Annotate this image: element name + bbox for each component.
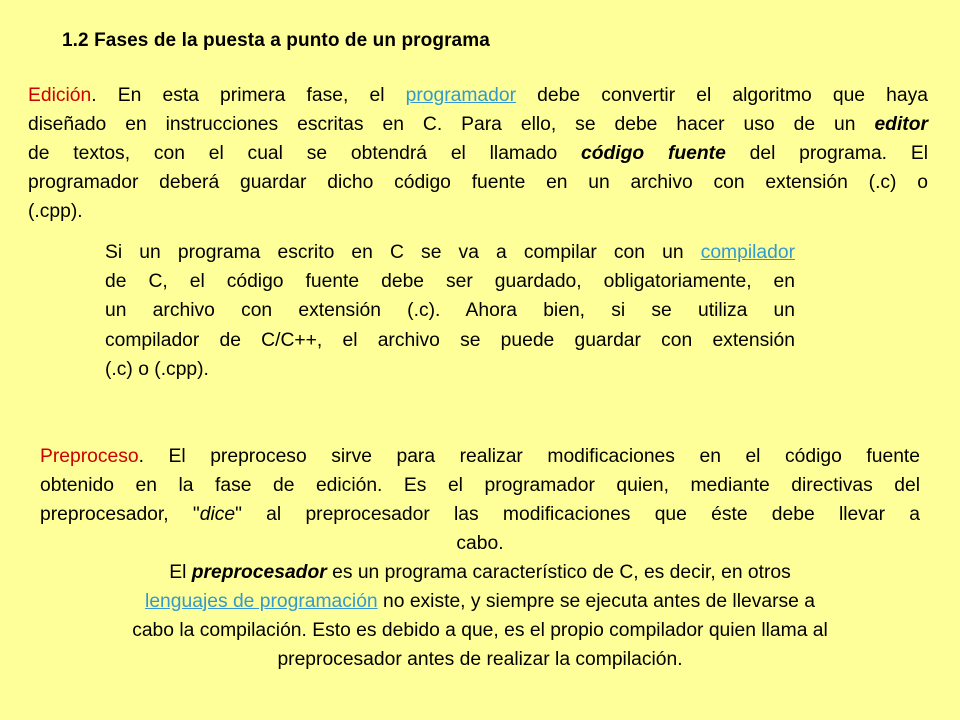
preproceso-line-6 [40, 587, 920, 616]
term-codigo-fuente: código fuente [580, 143, 726, 164]
term-edicion: Edición [28, 85, 92, 106]
link-compilador[interactable]: compilador [700, 242, 795, 263]
preproceso-line-5 [40, 558, 920, 587]
compilador-line-1 [105, 238, 795, 267]
preproceso-text: . El preproceso sirve para realizar modificaciones en el código fuente [138, 446, 920, 467]
edicion-text: . En esta primera fase, el [91, 85, 406, 106]
link-programador[interactable]: programador [405, 85, 517, 106]
compilador-line-2: de C, el código fuente debe ser guardado, obligatoriamente, en [105, 271, 795, 293]
edicion-line-3 [28, 139, 928, 168]
edicion-line-5: (.cpp). [28, 201, 83, 222]
preproceso-text: El [169, 562, 192, 583]
edicion-line-4: programador deberá guardar dicho código fuente en un archivo con extensión (.c) o [28, 172, 928, 193]
term-preproceso: Preproceso [40, 446, 139, 467]
edicion-text: diseñado en instrucciones escritas en C. Para ello, se debe hacer uso de un [28, 114, 875, 135]
preproceso-text: es un programa característico de C, es decir, en otros [326, 562, 791, 583]
edicion-line-1 [28, 81, 928, 110]
preproceso-line-7: cabo la compilación. Esto es debido a que, es el propio compilador quien llama al [132, 620, 828, 641]
preproceso-line-3 [40, 500, 920, 529]
term-editor: editor [874, 114, 928, 135]
link-lenguajes-de-programacion[interactable]: lenguajes de programación [145, 591, 378, 612]
term-dice: dice [199, 504, 236, 525]
edicion-line-2 [28, 110, 928, 139]
paragraph-preproceso [40, 442, 920, 674]
preproceso-text: " al preprocesador las modificaciones que éste debe llevar a [235, 504, 920, 525]
preproceso-line-4: cabo. [456, 533, 504, 554]
compilador-line-4: compilador de C/C++, el archivo se puede guardar con extensión [105, 329, 795, 351]
paragraph-compilador-note [105, 238, 795, 384]
preproceso-text: no existe, y siempre se ejecuta antes de llevarse a [377, 591, 815, 612]
preproceso-line-2: obtenido en la fase de edición. Es el programador quien, mediante directivas del [40, 475, 920, 496]
edicion-text: del programa. El [725, 143, 928, 164]
paragraph-edicion [28, 81, 928, 226]
preproceso-text: preprocesador, " [40, 504, 200, 525]
edicion-text: de textos, con el cual se obtendrá el llamado [28, 143, 581, 164]
compilador-line-3: un archivo con extensión (.c). Ahora bien, si se utiliza un [105, 300, 795, 322]
compilador-text: Si un programa escrito en C se va a compilar con un [105, 242, 701, 263]
page-title: 1.2 Fases de la puesta a punto de un programa [62, 30, 490, 51]
compilador-line-5: (.c) o (.cpp). [105, 358, 209, 380]
preproceso-line-1 [40, 442, 920, 471]
term-preprocesador: preprocesador [191, 562, 327, 583]
preproceso-line-8: preprocesador antes de realizar la compilación. [277, 649, 683, 670]
edicion-text: debe convertir el algoritmo que haya [516, 85, 928, 106]
